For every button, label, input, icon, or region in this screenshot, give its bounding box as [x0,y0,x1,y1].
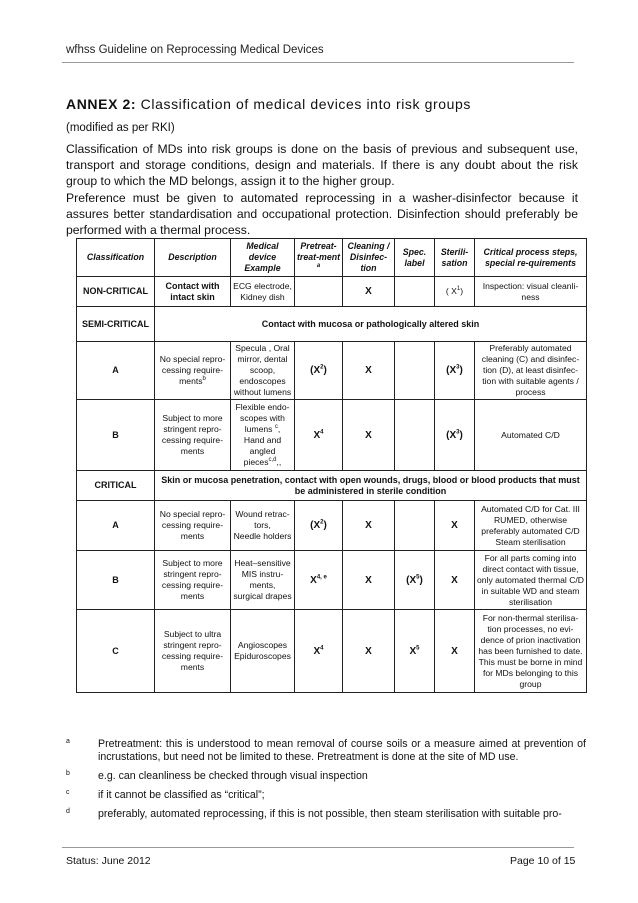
mark-sup: 4, e [316,574,327,581]
category-row [77,471,587,501]
pretreatment-cell [295,342,343,400]
example-cell: ECG electrode, Kidney dish [231,277,295,307]
group-label: CRITICAL [77,471,155,501]
group-label: SEMI-CRITICAL [77,307,155,342]
example-line [233,402,292,435]
steps-cell: Inspection: visual cleanli-ness [475,277,587,307]
steps-cell: Automated C/D [475,400,587,471]
mark-text: X [409,645,417,657]
cleaning-cell: X [343,342,395,400]
col-header-sterilisation: Sterili-sation [435,239,475,277]
sterilisation-cell: X [435,501,475,551]
sterilisation-cell [435,400,475,471]
example-cell [231,551,295,610]
footnote [66,738,586,764]
table-row [77,400,587,471]
description-cell: No special repro-cessing require-ments [155,501,231,551]
mark-close: ) [323,365,327,376]
example-line: Specula , Oral mirror, dental scoop, [235,343,290,375]
table-row [77,277,587,307]
spec-label-cell [395,277,435,307]
footnote [66,770,586,783]
mark-text: (X [310,365,321,376]
pretreatment-cell [295,501,343,551]
example-tail: ,, [276,457,282,467]
description-cell: Subject to more stringent repro-cessing require-ments [155,400,231,471]
col-header-description: Description [155,239,231,277]
footnote-marker: d [66,808,70,815]
description-cell: Subject to more stringent repro-cessing require-ments [155,551,231,610]
pretreatment-cell [295,277,343,307]
col-header-classification: Classification [77,239,155,277]
mark-close: ) [419,574,423,586]
example-tail: , [277,424,281,434]
pretreatment-cell [295,551,343,610]
mark-sup: 5 [416,574,420,581]
header-divider [62,62,574,63]
mark-close: ) [460,286,464,296]
annex-title: Classification of medical devices into risk groups [140,96,472,112]
header-text: Pretreat-treat-ment [297,241,341,262]
mark-text: (X [406,574,417,586]
description-text: No special repro-cessing require-ments [159,354,226,386]
example-cell [231,501,295,551]
header-sup: a [316,263,321,270]
risk-group-table [76,238,587,693]
annex-label: ANNEX 2: [66,96,137,112]
footnote [66,789,586,802]
example-text: Hand and angled pieces [243,435,282,467]
steps-cell: Preferably automated cleaning (C) and disinfec-tion (D), at least disinfec-tion with suitable agents / process [475,342,587,400]
page-number: Page 10 of 15 [510,855,576,867]
example-text: Flexible endo-scopes with lumens [235,402,290,434]
running-header: wfhss Guideline on Reprocessing Medical Devices [66,44,324,56]
example-cell: Angioscopes Epiduroscopes [231,610,295,693]
example-line: Heat–sensitive MIS instru-ments, [234,558,291,590]
table-row [77,501,587,551]
risk-group-cell: B [77,551,155,610]
col-header-pretreatment [295,239,343,277]
table-row [77,610,587,693]
risk-group-cell: A [77,501,155,551]
spec-label-cell [395,400,435,471]
description-cell [155,342,231,400]
footer-status: Status: June 2012 [66,855,151,867]
mark-sup: 1 [456,286,461,293]
mark-sup: 4 [320,645,324,652]
spec-label-cell [395,610,435,693]
example-cell [231,342,295,400]
mark-text: ( X [445,286,457,296]
mark-sup: 4 [320,429,324,436]
category-banner: Contact with mucosa or pathologically altered skin [155,307,587,342]
risk-group-cell: C [77,610,155,693]
cleaning-cell: X [343,400,395,471]
cleaning-cell: X [343,277,395,307]
mark-close: ) [459,365,463,376]
footnote [66,808,586,821]
mark-close: ) [459,429,463,441]
cleaning-cell: X [343,501,395,551]
example-sup: c,d [268,457,277,464]
sterilisation-cell: X [435,610,475,693]
mark-sup: 3 [456,429,460,436]
col-header-critical-steps: Critical process steps, special re-quirements [475,239,587,277]
section-heading [66,96,471,112]
category-row [77,307,587,342]
risk-group-cell: B [77,400,155,471]
footnote-marker: b [66,770,70,777]
footnotes [66,738,586,827]
mark-text: X [313,645,321,657]
col-header-cleaning: Cleaning / Disinfec-tion [343,239,395,277]
section-subtitle: (modified as per RKI) [66,122,175,134]
pretreatment-cell [295,610,343,693]
footnote-marker: c [66,789,70,796]
example-line: surgical drapes [233,591,292,601]
cleaning-cell: X [343,610,395,693]
mark-sup: 5 [416,645,420,652]
paragraph: Preference must be given to automated reprocessing in a washer-disinfector because it assures better standardisation and occupational protection. Disinfection should preferably be performed with a thermal process. [66,191,578,237]
steps-cell: For all parts coming into direct contact with tissue, only automated thermal C/D in suitable WD and steam sterilisation [475,551,587,610]
steps-cell: For non-thermal sterilisa-tion processes, no evi-dence of prion inactivation has been furnished to date. This must be borne in mind for MDs belonging to this group [475,610,587,693]
col-header-spec-label: Spec. label [395,239,435,277]
category-banner: Skin or mucosa penetration, contact with open wounds, drugs, blood or blood products that must be administered in sterile condition [155,471,587,501]
paragraph: Classification of MDs into risk groups is done on the basis of previous and subsequent use, transport and storage conditions, design and materials. If there is any doubt about the risk group to which the MD belongs, assign it to the higher group. [66,142,578,188]
example-sup: c [274,424,278,431]
description-cell: Subject to ultra stringent repro-cessing require-ments [155,610,231,693]
spec-label-cell [395,342,435,400]
footnote-text: if it cannot be classified as “critical”; [98,789,265,801]
description-cell: Contact with intact skin [155,277,231,307]
col-header-example: Medical device Example [231,239,295,277]
sterilisation-cell [435,277,475,307]
sterilisation-cell [435,342,475,400]
description-sup: b [202,376,206,383]
footnote-text: Pretreatment: this is understood to mean removal of course soils or a measure aimed at prevention of incrustations, but need not be limited to these. Pretreatment is done at the site of MD use. [98,738,586,763]
footer-divider [62,847,574,848]
footnote-text: preferably, automated reprocessing, if this is not possible, then steam sterilisation with suitable pro- [98,808,562,820]
pretreatment-cell [295,400,343,471]
footnote-text: e.g. can cleanliness be checked through visual inspection [98,770,368,782]
group-label: NON-CRITICAL [77,277,155,307]
example-cell [231,400,295,471]
mark-text: (X [446,429,457,441]
mark-text: X [310,574,317,586]
example-line [233,435,292,468]
mark-sup: 2 [320,364,324,371]
spec-label-cell [395,501,435,551]
footnote-marker: a [66,738,70,745]
table-row [77,342,587,400]
mark-sup: 3 [456,364,460,371]
example-line: Needle holders [233,531,292,541]
risk-group-cell: A [77,342,155,400]
steps-cell: Automated C/D for Cat. III RUMED, otherwise preferably automated C/D Steam sterilisation [475,501,587,551]
table-row [77,551,587,610]
example-line: Wound retrac-tors, [235,509,290,530]
cleaning-cell: X [343,551,395,610]
mark-text: (X [310,520,321,531]
example-line: endoscopes without lumens [233,376,292,397]
table-header-row [77,239,587,277]
mark-text: X [313,429,321,441]
spec-label-cell [395,551,435,610]
mark-sup: 2 [320,519,324,526]
sterilisation-cell: X [435,551,475,610]
mark-text: (X [446,365,457,376]
mark-close: ) [323,520,327,531]
